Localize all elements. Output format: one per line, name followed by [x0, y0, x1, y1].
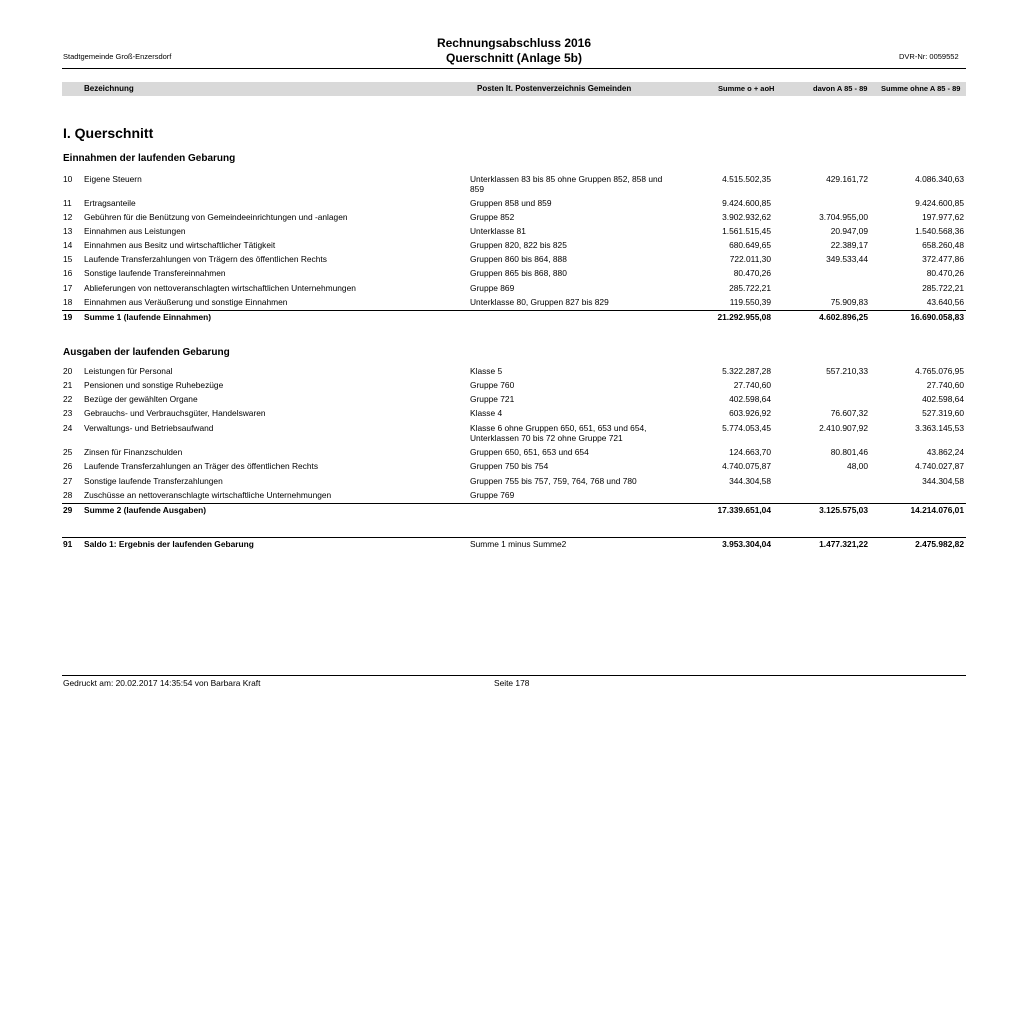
- row-number: 18: [63, 297, 73, 307]
- row-posten: Gruppen 820, 822 bis 825: [470, 240, 567, 250]
- footer-rule: [62, 675, 966, 676]
- dvr-number: DVR-Nr: 0059552: [899, 52, 959, 61]
- row-bezeichnung: Einnahmen aus Besitz und wirtschaftlicher Tätigkeit: [84, 240, 276, 250]
- row-davon: 2.410.907,92: [819, 423, 868, 433]
- row-ohne: 3.363.145,53: [915, 423, 964, 433]
- row-summe: 124.663,70: [729, 447, 771, 457]
- row-number: 29: [63, 505, 73, 515]
- row-summe: 9.424.600,85: [722, 198, 771, 208]
- row-posten: Gruppen 858 und 859: [470, 198, 552, 208]
- row-summe: 285.722,21: [729, 283, 771, 293]
- row-davon: 48,00: [847, 461, 868, 471]
- row-davon: 557.210,33: [826, 366, 868, 376]
- row-bezeichnung: Eigene Steuern: [84, 174, 142, 184]
- row-posten: Klasse 5: [470, 366, 503, 376]
- row-number: 17: [63, 283, 73, 293]
- row-summe: 3.902.932,62: [722, 212, 771, 222]
- row-number: 16: [63, 268, 73, 278]
- column-header-summe: Summe o + aoH: [718, 84, 775, 93]
- row-ohne: 4.765.076,95: [915, 366, 964, 376]
- row-ohne: 372.477,86: [922, 254, 964, 264]
- row-ohne: 9.424.600,85: [915, 198, 964, 208]
- row-bezeichnung: Gebühren für die Benützung von Gemeindeeinrichtungen und -anlagen: [84, 212, 348, 222]
- row-posten: Gruppen 750 bis 754: [470, 461, 549, 471]
- ausgaben-title: Ausgaben der laufenden Gebarung: [63, 347, 230, 358]
- row-number: 15: [63, 254, 73, 264]
- row-ohne: 402.598,64: [922, 394, 964, 404]
- row-davon: 4.602.896,25: [819, 312, 868, 322]
- row-bezeichnung: Sonstige laufende Transferzahlungen: [84, 476, 223, 486]
- row-ohne: 197.977,62: [922, 212, 964, 222]
- row-summe: 5.322.287,28: [722, 366, 771, 376]
- row-summe: 3.953.304,04: [722, 539, 771, 549]
- ausgaben-sum-rule: [62, 503, 966, 504]
- row-posten: Unterklasse 80, Gruppen 827 bis 829: [470, 297, 609, 307]
- row-number: 23: [63, 408, 73, 418]
- header-rule: [62, 68, 966, 69]
- row-davon: 349.533,44: [826, 254, 868, 264]
- row-davon: 75.909,83: [830, 297, 868, 307]
- row-davon: 22.389,17: [830, 240, 868, 250]
- row-summe: 402.598,64: [729, 394, 771, 404]
- row-number: 11: [63, 198, 72, 208]
- row-summe: 722.011,30: [729, 254, 771, 264]
- row-number: 10: [63, 174, 73, 184]
- row-bezeichnung: Ablieferungen von nettoveranschlagten wirtschaftlichen Unternehmungen: [84, 283, 356, 293]
- row-bezeichnung: Sonstige laufende Transfereinnahmen: [84, 268, 226, 278]
- section-title: I. Querschnitt: [63, 125, 154, 141]
- row-bezeichnung: Einnahmen aus Leistungen: [84, 226, 186, 236]
- row-number: 28: [63, 490, 73, 500]
- row-summe: 5.774.053,45: [722, 423, 771, 433]
- row-number: 25: [63, 447, 73, 457]
- page-number: Seite 178: [494, 678, 530, 688]
- row-number: 20: [63, 366, 73, 376]
- row-number: 14: [63, 240, 73, 250]
- row-davon: 80.801,46: [830, 447, 868, 457]
- row-summe: 4.515.502,35: [722, 174, 771, 184]
- row-number: 27: [63, 476, 73, 486]
- einnahmen-title: Einnahmen der laufenden Gebarung: [63, 153, 236, 164]
- row-posten: Gruppe 869: [470, 283, 515, 293]
- row-davon: 76.607,32: [830, 408, 868, 418]
- einnahmen-sum-rule: [62, 310, 966, 311]
- row-davon: 429.161,72: [826, 174, 868, 184]
- row-summe: 17.339.651,04: [717, 505, 771, 515]
- row-number: 12: [63, 212, 73, 222]
- row-ohne: 344.304,58: [922, 476, 964, 486]
- row-ohne: 4.740.027,87: [915, 461, 964, 471]
- row-summe: 4.740.075,87: [722, 461, 771, 471]
- row-bezeichnung: Ertragsanteile: [84, 198, 136, 208]
- row-bezeichnung: Laufende Transferzahlungen von Trägern des öffentlichen Rechts: [84, 254, 327, 264]
- row-summe: 680.649,65: [729, 240, 771, 250]
- row-ohne: 43.640,56: [926, 297, 964, 307]
- row-number: 21: [63, 380, 73, 390]
- row-posten: Unterklassen 83 bis 85 ohne Gruppen 852, 858 und 859: [470, 174, 663, 194]
- row-number: 91: [63, 539, 73, 549]
- column-header-posten: Posten lt. Postenverzeichnis Gemeinden: [477, 84, 632, 93]
- row-summe: 80.470,26: [733, 268, 771, 278]
- row-posten: Gruppe 852: [470, 212, 515, 222]
- column-header-bezeichnung: Bezeichnung: [84, 84, 134, 93]
- row-ohne: 658.260,48: [922, 240, 964, 250]
- row-posten: Gruppen 650, 651, 653 und 654: [470, 447, 589, 457]
- row-bezeichnung: Summe 1 (laufende Einnahmen): [84, 312, 212, 322]
- saldo-rule: [62, 537, 966, 538]
- report-title: Rechnungsabschluss 2016: [436, 36, 592, 50]
- row-posten: Summe 1 minus Summe2: [470, 539, 567, 549]
- row-davon: 1.477.321,22: [819, 539, 868, 549]
- row-ohne: 43.862,24: [926, 447, 964, 457]
- row-bezeichnung: Saldo 1: Ergebnis der laufenden Gebarung: [84, 539, 254, 549]
- row-bezeichnung: Einnahmen aus Veräußerung und sonstige Einnahmen: [84, 297, 288, 307]
- row-number: 24: [63, 423, 73, 433]
- row-bezeichnung: Zuschüsse an nettoveranschlagte wirtschaftliche Unternehmungen: [84, 490, 332, 500]
- row-posten: Klasse 6 ohne Gruppen 650, 651, 653 und 654, Unterklassen 70 bis 72 ohne Gruppe 721: [470, 423, 647, 443]
- row-bezeichnung: Pensionen und sonstige Ruhebezüge: [84, 380, 224, 390]
- row-bezeichnung: Laufende Transferzahlungen an Träger des öffentlichen Rechts: [84, 461, 319, 471]
- row-ohne: 2.475.982,82: [915, 539, 964, 549]
- row-ohne: 285.722,21: [922, 283, 964, 293]
- row-summe: 119.550,39: [729, 297, 771, 307]
- row-posten: Gruppen 865 bis 868, 880: [470, 268, 567, 278]
- row-ohne: 16.690.058,83: [910, 312, 964, 322]
- row-posten: Gruppe 769: [470, 490, 515, 500]
- row-posten: Gruppe 721: [470, 394, 515, 404]
- row-summe: 27.740,60: [733, 380, 771, 390]
- row-number: 19: [63, 312, 73, 322]
- printed-info: Gedruckt am: 20.02.2017 14:35:54 von Barbara Kraft: [63, 678, 261, 688]
- row-bezeichnung: Leistungen für Personal: [84, 366, 173, 376]
- column-header-ohne: Summe ohne A 85 - 89: [881, 84, 961, 93]
- row-summe: 603.926,92: [729, 408, 771, 418]
- row-number: 22: [63, 394, 73, 404]
- row-posten: Gruppen 860 bis 864, 888: [470, 254, 567, 264]
- row-ohne: 14.214.076,01: [910, 505, 964, 515]
- row-davon: 3.704.955,00: [819, 212, 868, 222]
- municipality-name: Stadtgemeinde Groß-Enzersdorf: [63, 52, 172, 61]
- row-posten: Klasse 4: [470, 408, 503, 418]
- row-ohne: 4.086.340,63: [915, 174, 964, 184]
- row-bezeichnung: Zinsen für Finanzschulden: [84, 447, 183, 457]
- row-number: 26: [63, 461, 73, 471]
- row-davon: 20.947,09: [830, 226, 868, 236]
- row-summe: 21.292.955,08: [717, 312, 771, 322]
- row-davon: 3.125.575,03: [819, 505, 868, 515]
- row-posten: Gruppen 755 bis 757, 759, 764, 768 und 780: [470, 476, 637, 486]
- column-header-davon: davon A 85 - 89: [813, 84, 868, 93]
- row-summe: 1.561.515,45: [722, 226, 771, 236]
- row-number: 13: [63, 226, 73, 236]
- row-posten: Unterklasse 81: [470, 226, 526, 236]
- row-ohne: 1.540.568,36: [915, 226, 964, 236]
- row-summe: 344.304,58: [729, 476, 771, 486]
- row-posten: Gruppe 760: [470, 380, 515, 390]
- row-bezeichnung: Summe 2 (laufende Ausgaben): [84, 505, 207, 515]
- row-ohne: 80.470,26: [926, 268, 964, 278]
- row-bezeichnung: Bezüge der gewählten Organe: [84, 394, 198, 404]
- row-bezeichnung: Gebrauchs- und Verbrauchsgüter, Handelswaren: [84, 408, 266, 418]
- row-ohne: 27.740,60: [926, 380, 964, 390]
- row-bezeichnung: Verwaltungs- und Betriebsaufwand: [84, 423, 214, 433]
- row-ohne: 527.319,60: [922, 408, 964, 418]
- report-subtitle: Querschnitt (Anlage 5b): [445, 51, 582, 65]
